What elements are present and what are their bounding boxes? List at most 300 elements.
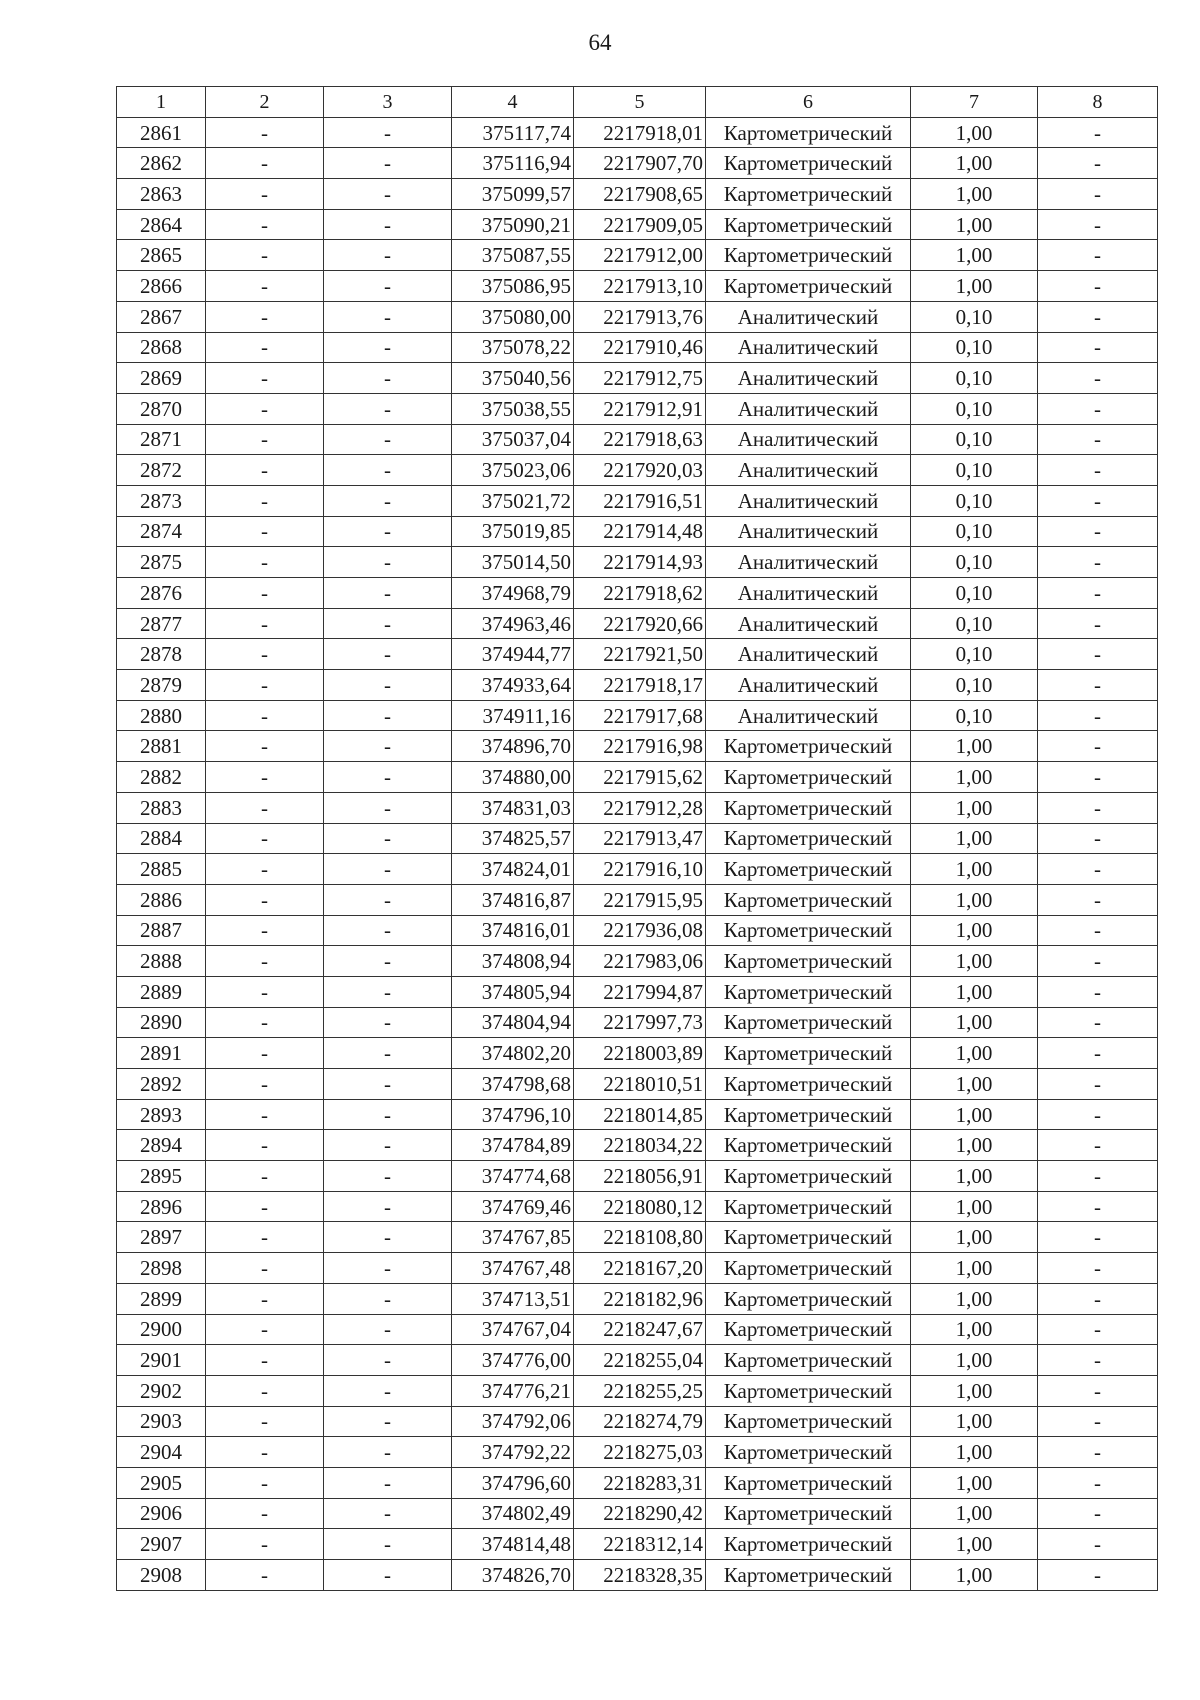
- cell-col-2: -: [206, 393, 324, 424]
- cell-point-number: 2899: [117, 1283, 206, 1314]
- cell-point-number: 2867: [117, 301, 206, 332]
- cell-col-3: -: [324, 823, 452, 854]
- cell-point-number: 2866: [117, 271, 206, 302]
- cell-accuracy: 0,10: [911, 608, 1038, 639]
- cell-method: Аналитический: [706, 485, 911, 516]
- cell-col-2: -: [206, 946, 324, 977]
- cell-method: Картометрический: [706, 1191, 911, 1222]
- cell-x-coordinate: 375087,55: [452, 240, 574, 271]
- cell-y-coordinate: 2217917,68: [574, 700, 706, 731]
- cell-x-coordinate: 374805,94: [452, 976, 574, 1007]
- cell-x-coordinate: 375086,95: [452, 271, 574, 302]
- cell-point-number: 2876: [117, 578, 206, 609]
- cell-method: Аналитический: [706, 639, 911, 670]
- table-row: [117, 393, 1158, 424]
- cell-method: Картометрический: [706, 1283, 911, 1314]
- cell-y-coordinate: 2217912,75: [574, 363, 706, 394]
- column-header-5: 5: [574, 87, 706, 118]
- cell-col-3: -: [324, 1406, 452, 1437]
- cell-col-3: -: [324, 976, 452, 1007]
- cell-method: Картометрический: [706, 1222, 911, 1253]
- cell-point-number: 2904: [117, 1437, 206, 1468]
- cell-method: Картометрический: [706, 271, 911, 302]
- cell-method: Картометрический: [706, 209, 911, 240]
- cell-col-8: -: [1038, 547, 1158, 578]
- cell-col-8: -: [1038, 608, 1158, 639]
- cell-col-2: -: [206, 1560, 324, 1591]
- cell-col-3: -: [324, 301, 452, 332]
- column-header-2: 2: [206, 87, 324, 118]
- cell-y-coordinate: 2218182,96: [574, 1283, 706, 1314]
- table-row: [117, 1007, 1158, 1038]
- cell-method: Картометрический: [706, 976, 911, 1007]
- cell-col-2: -: [206, 1498, 324, 1529]
- cell-col-3: -: [324, 700, 452, 731]
- cell-col-2: -: [206, 547, 324, 578]
- cell-col-2: -: [206, 1038, 324, 1069]
- cell-accuracy: 1,00: [911, 1191, 1038, 1222]
- cell-col-2: -: [206, 209, 324, 240]
- cell-y-coordinate: 2217983,06: [574, 946, 706, 977]
- cell-accuracy: 1,00: [911, 1529, 1038, 1560]
- cell-col-8: -: [1038, 1191, 1158, 1222]
- cell-col-3: -: [324, 762, 452, 793]
- cell-y-coordinate: 2217912,28: [574, 792, 706, 823]
- cell-x-coordinate: 374896,70: [452, 731, 574, 762]
- cell-accuracy: 1,00: [911, 1007, 1038, 1038]
- table-row: [117, 240, 1158, 271]
- table-row: [117, 1314, 1158, 1345]
- cell-x-coordinate: 374767,85: [452, 1222, 574, 1253]
- cell-accuracy: 0,10: [911, 516, 1038, 547]
- cell-method: Картометрический: [706, 1406, 911, 1437]
- column-header-7: 7: [911, 87, 1038, 118]
- cell-col-8: -: [1038, 393, 1158, 424]
- cell-col-3: -: [324, 1069, 452, 1100]
- cell-y-coordinate: 2218167,20: [574, 1253, 706, 1284]
- cell-x-coordinate: 374880,00: [452, 762, 574, 793]
- cell-x-coordinate: 374776,21: [452, 1375, 574, 1406]
- cell-accuracy: 1,00: [911, 1253, 1038, 1284]
- cell-y-coordinate: 2218247,67: [574, 1314, 706, 1345]
- table-row: [117, 578, 1158, 609]
- cell-accuracy: 0,10: [911, 455, 1038, 486]
- cell-method: Аналитический: [706, 608, 911, 639]
- cell-col-3: -: [324, 424, 452, 455]
- cell-col-8: -: [1038, 485, 1158, 516]
- table-row: [117, 854, 1158, 885]
- cell-accuracy: 0,10: [911, 670, 1038, 701]
- cell-point-number: 2877: [117, 608, 206, 639]
- cell-method: Картометрический: [706, 240, 911, 271]
- cell-point-number: 2878: [117, 639, 206, 670]
- cell-col-2: -: [206, 976, 324, 1007]
- cell-accuracy: 1,00: [911, 1375, 1038, 1406]
- cell-method: Аналитический: [706, 670, 911, 701]
- cell-col-3: -: [324, 608, 452, 639]
- cell-col-3: -: [324, 1253, 452, 1284]
- cell-point-number: 2908: [117, 1560, 206, 1591]
- cell-col-3: -: [324, 1345, 452, 1376]
- cell-col-3: -: [324, 455, 452, 486]
- cell-col-3: -: [324, 363, 452, 394]
- cell-col-2: -: [206, 271, 324, 302]
- cell-y-coordinate: 2217915,95: [574, 884, 706, 915]
- cell-point-number: 2869: [117, 363, 206, 394]
- cell-point-number: 2879: [117, 670, 206, 701]
- cell-x-coordinate: 374784,89: [452, 1130, 574, 1161]
- cell-method: Картометрический: [706, 792, 911, 823]
- cell-accuracy: 0,10: [911, 301, 1038, 332]
- cell-col-8: -: [1038, 762, 1158, 793]
- cell-y-coordinate: 2217916,51: [574, 485, 706, 516]
- cell-method: Картометрический: [706, 1130, 911, 1161]
- table-row: [117, 1345, 1158, 1376]
- cell-x-coordinate: 374944,77: [452, 639, 574, 670]
- cell-x-coordinate: 374816,87: [452, 884, 574, 915]
- cell-accuracy: 1,00: [911, 117, 1038, 148]
- cell-col-2: -: [206, 823, 324, 854]
- cell-point-number: 2862: [117, 148, 206, 179]
- cell-accuracy: 1,00: [911, 1038, 1038, 1069]
- cell-point-number: 2903: [117, 1406, 206, 1437]
- cell-col-3: -: [324, 148, 452, 179]
- cell-accuracy: 0,10: [911, 332, 1038, 363]
- cell-accuracy: 0,10: [911, 547, 1038, 578]
- table-row: [117, 1130, 1158, 1161]
- cell-x-coordinate: 375116,94: [452, 148, 574, 179]
- cell-col-2: -: [206, 485, 324, 516]
- cell-x-coordinate: 374911,16: [452, 700, 574, 731]
- cell-col-2: -: [206, 455, 324, 486]
- cell-y-coordinate: 2218014,85: [574, 1099, 706, 1130]
- cell-col-8: -: [1038, 516, 1158, 547]
- cell-col-8: -: [1038, 1222, 1158, 1253]
- cell-col-8: -: [1038, 976, 1158, 1007]
- table-row: [117, 1253, 1158, 1284]
- cell-x-coordinate: 375117,74: [452, 117, 574, 148]
- cell-y-coordinate: 2217913,10: [574, 271, 706, 302]
- cell-col-8: -: [1038, 884, 1158, 915]
- cell-col-2: -: [206, 792, 324, 823]
- cell-col-2: -: [206, 332, 324, 363]
- cell-col-3: -: [324, 1467, 452, 1498]
- table-row: [117, 792, 1158, 823]
- cell-point-number: 2882: [117, 762, 206, 793]
- cell-y-coordinate: 2217914,48: [574, 516, 706, 547]
- cell-accuracy: 1,00: [911, 915, 1038, 946]
- cell-col-2: -: [206, 1406, 324, 1437]
- cell-y-coordinate: 2217912,91: [574, 393, 706, 424]
- cell-col-3: -: [324, 639, 452, 670]
- table-row: [117, 547, 1158, 578]
- cell-point-number: 2864: [117, 209, 206, 240]
- cell-method: Картометрический: [706, 1467, 911, 1498]
- cell-col-3: -: [324, 117, 452, 148]
- cell-accuracy: 1,00: [911, 240, 1038, 271]
- cell-col-2: -: [206, 179, 324, 210]
- cell-col-3: -: [324, 854, 452, 885]
- cell-col-8: -: [1038, 1406, 1158, 1437]
- cell-col-3: -: [324, 1437, 452, 1468]
- cell-accuracy: 1,00: [911, 1069, 1038, 1100]
- cell-col-2: -: [206, 516, 324, 547]
- cell-col-8: -: [1038, 1007, 1158, 1038]
- cell-point-number: 2890: [117, 1007, 206, 1038]
- cell-x-coordinate: 375090,21: [452, 209, 574, 240]
- cell-method: Картометрический: [706, 1375, 911, 1406]
- cell-x-coordinate: 374802,49: [452, 1498, 574, 1529]
- cell-accuracy: 1,00: [911, 1406, 1038, 1437]
- cell-col-3: -: [324, 271, 452, 302]
- cell-col-8: -: [1038, 823, 1158, 854]
- cell-point-number: 2894: [117, 1130, 206, 1161]
- cell-col-8: -: [1038, 731, 1158, 762]
- cell-method: Картометрический: [706, 1007, 911, 1038]
- cell-col-8: -: [1038, 1253, 1158, 1284]
- cell-col-8: -: [1038, 578, 1158, 609]
- cell-col-2: -: [206, 424, 324, 455]
- cell-y-coordinate: 2217908,65: [574, 179, 706, 210]
- cell-y-coordinate: 2218274,79: [574, 1406, 706, 1437]
- cell-y-coordinate: 2217916,10: [574, 854, 706, 885]
- table-row: [117, 1560, 1158, 1591]
- cell-col-2: -: [206, 1222, 324, 1253]
- cell-col-8: -: [1038, 1161, 1158, 1192]
- column-header-8: 8: [1038, 87, 1158, 118]
- cell-point-number: 2880: [117, 700, 206, 731]
- cell-method: Картометрический: [706, 1560, 911, 1591]
- cell-accuracy: 1,00: [911, 1437, 1038, 1468]
- cell-x-coordinate: 375080,00: [452, 301, 574, 332]
- cell-col-2: -: [206, 301, 324, 332]
- cell-col-2: -: [206, 1099, 324, 1130]
- cell-x-coordinate: 374816,01: [452, 915, 574, 946]
- cell-point-number: 2889: [117, 976, 206, 1007]
- cell-col-3: -: [324, 1007, 452, 1038]
- cell-col-2: -: [206, 700, 324, 731]
- cell-col-8: -: [1038, 240, 1158, 271]
- cell-col-8: -: [1038, 792, 1158, 823]
- cell-method: Аналитический: [706, 393, 911, 424]
- cell-method: Картометрический: [706, 1314, 911, 1345]
- table-row: [117, 608, 1158, 639]
- cell-col-2: -: [206, 148, 324, 179]
- cell-col-2: -: [206, 240, 324, 271]
- table-row: [117, 1467, 1158, 1498]
- cell-method: Аналитический: [706, 547, 911, 578]
- cell-accuracy: 0,10: [911, 578, 1038, 609]
- cell-col-8: -: [1038, 946, 1158, 977]
- table-row: [117, 946, 1158, 977]
- cell-point-number: 2896: [117, 1191, 206, 1222]
- cell-accuracy: 1,00: [911, 762, 1038, 793]
- coordinates-table: [116, 86, 1158, 1591]
- cell-col-2: -: [206, 578, 324, 609]
- cell-col-2: -: [206, 762, 324, 793]
- cell-col-2: -: [206, 1191, 324, 1222]
- cell-y-coordinate: 2218255,25: [574, 1375, 706, 1406]
- cell-point-number: 2888: [117, 946, 206, 977]
- cell-point-number: 2902: [117, 1375, 206, 1406]
- cell-accuracy: 1,00: [911, 1130, 1038, 1161]
- cell-point-number: 2870: [117, 393, 206, 424]
- cell-x-coordinate: 375099,57: [452, 179, 574, 210]
- cell-y-coordinate: 2217914,93: [574, 547, 706, 578]
- cell-y-coordinate: 2217921,50: [574, 639, 706, 670]
- cell-method: Картометрический: [706, 884, 911, 915]
- cell-point-number: 2874: [117, 516, 206, 547]
- cell-x-coordinate: 375037,04: [452, 424, 574, 455]
- cell-x-coordinate: 375023,06: [452, 455, 574, 486]
- cell-col-8: -: [1038, 117, 1158, 148]
- cell-method: Аналитический: [706, 424, 911, 455]
- cell-point-number: 2863: [117, 179, 206, 210]
- cell-col-8: -: [1038, 271, 1158, 302]
- cell-col-3: -: [324, 1283, 452, 1314]
- table-row: [117, 1375, 1158, 1406]
- cell-col-8: -: [1038, 301, 1158, 332]
- column-header-4: 4: [452, 87, 574, 118]
- cell-col-3: -: [324, 516, 452, 547]
- cell-col-8: -: [1038, 332, 1158, 363]
- cell-method: Картометрический: [706, 1437, 911, 1468]
- table-row: [117, 670, 1158, 701]
- cell-col-3: -: [324, 1529, 452, 1560]
- table-row: [117, 639, 1158, 670]
- cell-accuracy: 1,00: [911, 731, 1038, 762]
- table-row: [117, 1069, 1158, 1100]
- cell-x-coordinate: 374933,64: [452, 670, 574, 701]
- cell-y-coordinate: 2218010,51: [574, 1069, 706, 1100]
- cell-y-coordinate: 2217913,47: [574, 823, 706, 854]
- cell-col-3: -: [324, 1099, 452, 1130]
- cell-y-coordinate: 2217936,08: [574, 915, 706, 946]
- cell-y-coordinate: 2218080,12: [574, 1191, 706, 1222]
- cell-col-2: -: [206, 884, 324, 915]
- cell-y-coordinate: 2217918,63: [574, 424, 706, 455]
- cell-method: Аналитический: [706, 700, 911, 731]
- cell-col-2: -: [206, 1437, 324, 1468]
- table-row: [117, 762, 1158, 793]
- table-row: [117, 516, 1158, 547]
- cell-col-3: -: [324, 946, 452, 977]
- cell-col-3: -: [324, 485, 452, 516]
- cell-col-8: -: [1038, 639, 1158, 670]
- cell-col-8: -: [1038, 455, 1158, 486]
- table-row: [117, 1099, 1158, 1130]
- cell-accuracy: 1,00: [911, 209, 1038, 240]
- cell-col-3: -: [324, 1498, 452, 1529]
- column-header-3: 3: [324, 87, 452, 118]
- cell-accuracy: 0,10: [911, 639, 1038, 670]
- cell-x-coordinate: 374798,68: [452, 1069, 574, 1100]
- cell-col-3: -: [324, 884, 452, 915]
- cell-method: Аналитический: [706, 363, 911, 394]
- cell-method: Картометрический: [706, 148, 911, 179]
- cell-y-coordinate: 2217918,01: [574, 117, 706, 148]
- table-body: [117, 117, 1158, 1590]
- cell-point-number: 2865: [117, 240, 206, 271]
- cell-col-3: -: [324, 1038, 452, 1069]
- column-header-6: 6: [706, 87, 911, 118]
- cell-x-coordinate: 374831,03: [452, 792, 574, 823]
- cell-x-coordinate: 374814,48: [452, 1529, 574, 1560]
- cell-col-2: -: [206, 117, 324, 148]
- cell-y-coordinate: 2217909,05: [574, 209, 706, 240]
- cell-col-3: -: [324, 1375, 452, 1406]
- cell-method: Картометрический: [706, 1099, 911, 1130]
- cell-col-8: -: [1038, 670, 1158, 701]
- cell-accuracy: 1,00: [911, 148, 1038, 179]
- cell-point-number: 2898: [117, 1253, 206, 1284]
- table-row: [117, 884, 1158, 915]
- cell-col-2: -: [206, 670, 324, 701]
- cell-accuracy: 1,00: [911, 1467, 1038, 1498]
- cell-col-8: -: [1038, 1345, 1158, 1376]
- cell-point-number: 2871: [117, 424, 206, 455]
- cell-accuracy: 1,00: [911, 1099, 1038, 1130]
- cell-point-number: 2891: [117, 1038, 206, 1069]
- cell-point-number: 2907: [117, 1529, 206, 1560]
- cell-point-number: 2872: [117, 455, 206, 486]
- cell-y-coordinate: 2217918,17: [574, 670, 706, 701]
- cell-y-coordinate: 2218255,04: [574, 1345, 706, 1376]
- table-row: [117, 485, 1158, 516]
- cell-col-8: -: [1038, 179, 1158, 210]
- cell-method: Картометрический: [706, 1069, 911, 1100]
- cell-x-coordinate: 375038,55: [452, 393, 574, 424]
- cell-col-8: -: [1038, 1130, 1158, 1161]
- cell-col-2: -: [206, 731, 324, 762]
- cell-point-number: 2887: [117, 915, 206, 946]
- cell-col-8: -: [1038, 854, 1158, 885]
- column-header-1: 1: [117, 87, 206, 118]
- cell-point-number: 2897: [117, 1222, 206, 1253]
- cell-y-coordinate: 2217918,62: [574, 578, 706, 609]
- cell-accuracy: 1,00: [911, 1345, 1038, 1376]
- cell-x-coordinate: 374796,10: [452, 1099, 574, 1130]
- page-number: 64: [588, 30, 612, 55]
- cell-col-2: -: [206, 1283, 324, 1314]
- cell-col-8: -: [1038, 1314, 1158, 1345]
- cell-point-number: 2895: [117, 1161, 206, 1192]
- cell-y-coordinate: 2218003,89: [574, 1038, 706, 1069]
- cell-y-coordinate: 2217912,00: [574, 240, 706, 271]
- cell-col-3: -: [324, 1161, 452, 1192]
- table-row: [117, 271, 1158, 302]
- cell-y-coordinate: 2217915,62: [574, 762, 706, 793]
- cell-accuracy: 1,00: [911, 854, 1038, 885]
- cell-accuracy: 0,10: [911, 700, 1038, 731]
- table-row: [117, 1161, 1158, 1192]
- cell-x-coordinate: 374796,60: [452, 1467, 574, 1498]
- cell-y-coordinate: 2218056,91: [574, 1161, 706, 1192]
- cell-col-3: -: [324, 1560, 452, 1591]
- cell-col-8: -: [1038, 1529, 1158, 1560]
- cell-accuracy: 1,00: [911, 1161, 1038, 1192]
- cell-col-8: -: [1038, 1498, 1158, 1529]
- cell-accuracy: 0,10: [911, 393, 1038, 424]
- cell-point-number: 2881: [117, 731, 206, 762]
- cell-col-3: -: [324, 578, 452, 609]
- cell-point-number: 2892: [117, 1069, 206, 1100]
- cell-col-3: -: [324, 240, 452, 271]
- cell-method: Аналитический: [706, 516, 911, 547]
- cell-method: Картометрический: [706, 762, 911, 793]
- table-row: [117, 731, 1158, 762]
- table-header: [117, 87, 1158, 118]
